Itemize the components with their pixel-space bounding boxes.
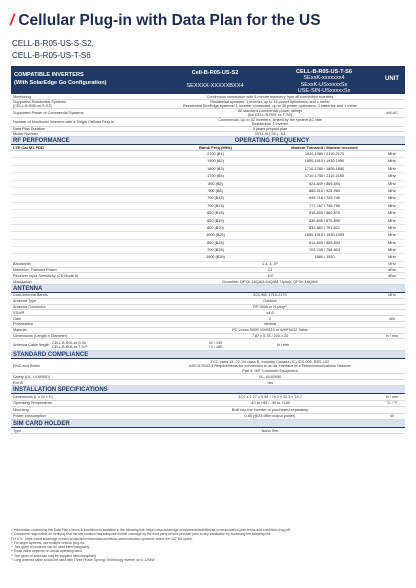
antenna-cable-row	[11, 339, 405, 351]
band-unit: MHz	[388, 218, 396, 223]
model-1: CELL-B-R05-US-S-S2,	[12, 39, 94, 48]
row-value: Residential systems: 1 inverter, up to 15 power optimizers, and 1 meter Residential StorEdge systems: 1 inverter connected, up to 30 power optimizers, 2 batteries and 1 meter	[183, 99, 357, 108]
band-name: 850 (B19)	[207, 218, 224, 223]
table-row	[11, 428, 405, 434]
band-freq: 1850-1915 / 1930-1995	[304, 233, 345, 238]
row-label: Type	[13, 428, 22, 433]
band-freq: 830-845 / 875-890	[308, 218, 341, 223]
row-label: Model Number	[13, 131, 38, 136]
footnote: For U.S.: https://www.solaredge.com/us/products/communication/cellular-communication-options#/ select the CAT M1 option	[11, 536, 193, 541]
band-name: 850 (B5)	[208, 181, 223, 186]
row-label: Safety (UL, UL60950)	[13, 374, 50, 379]
band-unit: MHz	[388, 166, 396, 171]
band-type-label: LTE Cat M1 FDD	[13, 145, 44, 150]
cable-sub-label: CELL-B-R05-xx-T-Sx³⁾	[52, 344, 88, 349]
cable-label: Antenna Cable length	[13, 342, 50, 347]
band-name: 1900 (B2)	[207, 159, 224, 164]
row-label: Dimensions (L x W x H)	[13, 394, 53, 399]
band-freq: 815-830 / 860-875	[308, 211, 341, 216]
band-spacer	[11, 158, 161, 164]
band-spacer	[11, 203, 161, 209]
band-unit: MHz	[388, 240, 396, 245]
header-model-s2	[161, 66, 269, 94]
band-row	[11, 210, 405, 217]
row-label: Modulation	[13, 279, 32, 284]
band-unit: MHz	[388, 248, 396, 253]
row-value: Nano Sim	[261, 428, 279, 433]
row-value: Commercial: Up to 32 inverters, limited by the system AC rate Residential: 1 inverter	[218, 117, 322, 126]
band-row	[11, 158, 405, 165]
row-label: Antenna Connector	[13, 304, 46, 309]
row-label: EMC and Radio	[13, 364, 40, 369]
row-unit: in / mm	[385, 394, 399, 399]
band-row	[11, 181, 405, 188]
cable-unit: in / mm	[276, 342, 290, 347]
band-freq: 1710-1755 / 2110-2155	[304, 174, 345, 179]
row-value: PC Lexan 500R-WH5115 or WHF0032 Sabic	[232, 328, 308, 333]
header-col3-line: USE-SIN-USxxxxxSx	[297, 87, 351, 94]
band-name: 850 (B26)	[207, 240, 224, 245]
table-header	[11, 66, 405, 94]
band-unit: MHz	[388, 255, 396, 260]
band-freq: 824-849 / 869-894	[308, 181, 341, 186]
band-spacer	[11, 173, 161, 179]
section-title-right: OPERATING FREQUENCY	[234, 138, 310, 144]
mode-col-header: Modem Transmit / Modem received	[291, 145, 358, 150]
row-value: 2	[268, 316, 272, 321]
row-value: CELL-B-(-05-) -X3	[254, 131, 286, 136]
row-value: 1.4, 3, 5¹⁾	[262, 262, 278, 267]
band-row	[11, 195, 405, 202]
cable-value: 71 / 180	[208, 344, 223, 349]
row-label: Material	[13, 328, 27, 333]
band-unit: MHz	[388, 174, 396, 179]
row-label: Antenna Type	[13, 299, 37, 304]
row-unit: dBi	[389, 316, 395, 321]
row-value: Downlink: QPSK,16QAM,64QAM; Uplink: QPSK,16QAM	[222, 279, 318, 284]
band-freq: 703-748 / 758-803	[308, 248, 341, 253]
band-col-header: Band/ Freq (MHz)	[199, 145, 232, 150]
row-value: 0.85 (@23 dBm output power)	[244, 414, 296, 419]
band-name: 800 (B20)	[207, 225, 224, 230]
header-col3-line: SExxK-USxxxxxSx	[300, 81, 348, 88]
footnote: ³⁾ For larger systems, use multiple cellular plug-ins	[11, 540, 85, 545]
band-spacer	[11, 151, 161, 157]
header-unit: UNIT	[385, 76, 399, 82]
cable-value: 32 / 130	[208, 340, 223, 345]
table-row	[11, 109, 405, 118]
row-value: Continuous connection with 5-minute telemetry from all connected inverters	[206, 94, 334, 99]
row-label: Bandwidth	[13, 262, 31, 267]
row-label: RoHS	[13, 380, 24, 385]
band-name: 1800 (B3)	[207, 166, 224, 171]
row-value: Built into the inverter or purchased separately	[231, 407, 309, 412]
row-value: RP-SMA or N-plug²⁾	[253, 304, 287, 309]
page-title	[10, 12, 410, 30]
row-unit: dBm	[388, 273, 396, 278]
row-unit: °C / °F	[386, 401, 398, 406]
band-row	[11, 232, 405, 239]
row-label: Data Plan Duration	[13, 126, 46, 131]
row-unit: MHz	[388, 293, 396, 298]
section-header: ANTENNA	[11, 285, 405, 293]
band-unit: MHz	[388, 233, 396, 238]
row-label: Supported Residential Systems (CELL-B-R05-xx-S-S2)	[13, 99, 66, 108]
title-slash: /	[10, 12, 15, 29]
band-name: 1900 (B39)	[206, 255, 225, 260]
band-row	[11, 166, 405, 173]
band-spacer	[11, 254, 161, 260]
band-unit: MHz	[388, 188, 396, 193]
model-2: CELL-B-R05-US-T-S6	[12, 51, 91, 60]
row-value: FCC parts 15, 22, 24 class B; Industry Canada (IC) ICS-003, RSS-102 AS/CA S042.4 Requirements for connection to an air interface of a Telecommunications Network Part 4: IMT Customer Equipment	[188, 360, 351, 373]
row-value: 824-960 1710-2170	[253, 293, 287, 298]
header-model-s6	[269, 66, 379, 94]
band-row	[11, 247, 405, 254]
cable-sub-labels	[52, 341, 161, 349]
title-text: Cellular Plug-in with Data Plan for the US	[18, 12, 321, 29]
footnote: ⁴⁾ Two types of modems can be used interchangeably	[11, 545, 90, 550]
band-name: 700 (B28)	[207, 248, 224, 253]
row-value: All standard commercial power ratings (for CELL-B-R05-xx-T-S6)	[237, 108, 303, 117]
footnote: ⁶⁾ Two types of antennas may be supplied interchangeably	[11, 553, 97, 558]
section-header: STANDARD COMPLIANCE	[11, 351, 405, 359]
band-unit: MHz	[388, 152, 396, 156]
header-col2-pn: SEXXXX-XXXXXBXX4	[186, 83, 244, 89]
header-col1-line2: (With SolarEdge Go Configuration)	[14, 80, 107, 86]
table-row	[11, 100, 405, 109]
band-row	[11, 218, 405, 225]
band-spacer	[11, 247, 161, 253]
band-spacer	[11, 232, 161, 238]
row-value: -40 to +85 / -40 to +185	[250, 401, 290, 406]
band-freq: 1880 / 1920	[314, 255, 335, 260]
band-row	[11, 188, 405, 195]
row-label: Dimensions (Length x Diameter)	[13, 333, 68, 338]
row-label: Mounting	[13, 407, 29, 412]
band-spacer	[11, 218, 161, 224]
band-unit: MHz	[388, 225, 396, 230]
header-compatible-inverters	[11, 66, 161, 94]
header-col3-title: CELL-B-R05-US-T-S6	[296, 69, 352, 75]
band-row	[11, 225, 405, 232]
row-label: Monitoring	[13, 94, 31, 99]
row-unit: kW AC	[386, 110, 398, 115]
band-freq: 1850-1910 / 1930-1990	[304, 159, 345, 164]
band-freq: 777-787 / 746-756	[308, 203, 341, 208]
band-spacer	[11, 188, 161, 194]
band-spacer	[11, 166, 161, 172]
footnote: ⁵⁾ Exact value depends on actual operating band	[11, 549, 82, 554]
section-title: RF PERFORMANCE	[13, 138, 70, 144]
row-value: Outdoor	[263, 299, 277, 304]
row-label: Supported Power of Commercial Systems	[13, 110, 84, 115]
table-row	[11, 401, 405, 408]
band-row	[11, 173, 405, 180]
footnote: ²⁾ Customers responsible for verifying that the site location has adequate mobile coverage by the third party service provider prior to any installation by accessing the following link	[11, 532, 271, 537]
row-label: Receiver Input Sensitivity (CE Mode A)	[13, 273, 79, 278]
spec-table	[11, 95, 405, 434]
table-row	[11, 394, 405, 401]
row-label: Power consumption	[13, 414, 47, 419]
table-row	[11, 414, 405, 421]
band-name: 1900 (B25)	[206, 233, 225, 238]
cable-values	[161, 341, 270, 349]
band-freq: 880-915 / 925-960	[308, 188, 341, 193]
row-value: Vertical	[263, 322, 277, 327]
row-unit: W	[390, 414, 394, 419]
header-col3-line: SExxK-xxxxxxx4	[303, 75, 345, 82]
row-value: UL, UL60950	[258, 374, 282, 379]
row-value: 5 years prepaid plan	[252, 126, 288, 131]
row-label: Dual Antenna Bands	[13, 293, 48, 298]
band-freq: 814-849 / 859-894	[308, 240, 341, 245]
band-name: 700 (B13)	[207, 203, 224, 208]
footnote: ¹⁾ Information concerning the Data Plan's terms & conditions is available in the following link: https://www.solaredge.com/sites/default/files/se-communication-plan-terms-and-conditions-eng.pdf	[11, 528, 290, 532]
section-header: INSTALLATION SPECIFICATIONS	[11, 386, 405, 394]
band-row	[11, 203, 405, 210]
band-name: 850 (B18)	[207, 211, 224, 216]
row-value: -107	[266, 273, 274, 278]
band-name: 900 (B8)	[208, 188, 223, 193]
band-spacer	[11, 181, 161, 187]
row-unit: dBm	[388, 267, 396, 272]
band-unit: MHz	[388, 181, 396, 186]
header-col1-line1: COMPATIBLE INVERTERS	[14, 72, 84, 78]
band-unit: MHz	[388, 196, 396, 201]
row-value: 23	[267, 267, 273, 272]
row-value: Yes	[266, 380, 274, 385]
row-value: ≤4.0	[266, 310, 274, 315]
footnotes	[11, 528, 405, 562]
band-spacer	[11, 195, 161, 201]
band-unit: MHz	[388, 159, 396, 164]
band-freq: 699-716 / 729-746	[308, 196, 341, 201]
row-unit: in / mm	[385, 333, 399, 338]
row-label: VSWR	[13, 310, 25, 315]
band-freq: 832-862 / 791-821	[308, 225, 341, 230]
band-unit: MHz	[388, 211, 396, 216]
row-unit: MHz	[388, 262, 396, 267]
footnote: ⁷⁾ Long antenna cable should be used with Three Phase Synergy Technology inverter up to 120kW	[11, 558, 155, 563]
row-label: Gain	[13, 316, 22, 321]
band-row	[11, 151, 405, 158]
band-name: 700 (B12)	[207, 196, 224, 201]
band-unit: MHz	[388, 203, 396, 208]
cable-sub-label: CELL-B-R05-xx-S-Sx	[52, 340, 87, 345]
row-value: 3.07 x 1.27 x 0.58 / 78.2 x 32.3 x 14.2	[238, 394, 302, 399]
row-label: Number of Monitored Inverters with a Single Cellular Plug-in	[13, 119, 114, 124]
model-list	[12, 38, 94, 62]
header-col2-title: Cell-B-R05-US-S2	[191, 70, 239, 76]
row-label: Polarization	[13, 322, 33, 327]
band-name: 1700 (B4)	[207, 174, 224, 179]
row-value: 7.87 x 0.78 / 200 x 20	[251, 333, 289, 338]
band-name: 2100 (B1)	[207, 152, 224, 156]
band-spacer	[11, 240, 161, 246]
band-spacer	[11, 210, 161, 216]
table-row	[11, 118, 405, 127]
band-row	[11, 240, 405, 247]
section-header	[11, 137, 405, 145]
band-freq: 1920-1980 / 2110-2170	[304, 152, 345, 156]
row-label: Maximum Transmit Power	[13, 267, 57, 272]
table-row	[11, 407, 405, 414]
band-spacer	[11, 225, 161, 231]
section-header: SIM CARD HOLDER	[11, 420, 405, 428]
band-freq: 1710-1785 / 1805-1880	[304, 166, 345, 171]
band-row	[11, 254, 405, 261]
row-label: Operating Temperature	[13, 401, 52, 406]
table-row	[11, 359, 405, 374]
